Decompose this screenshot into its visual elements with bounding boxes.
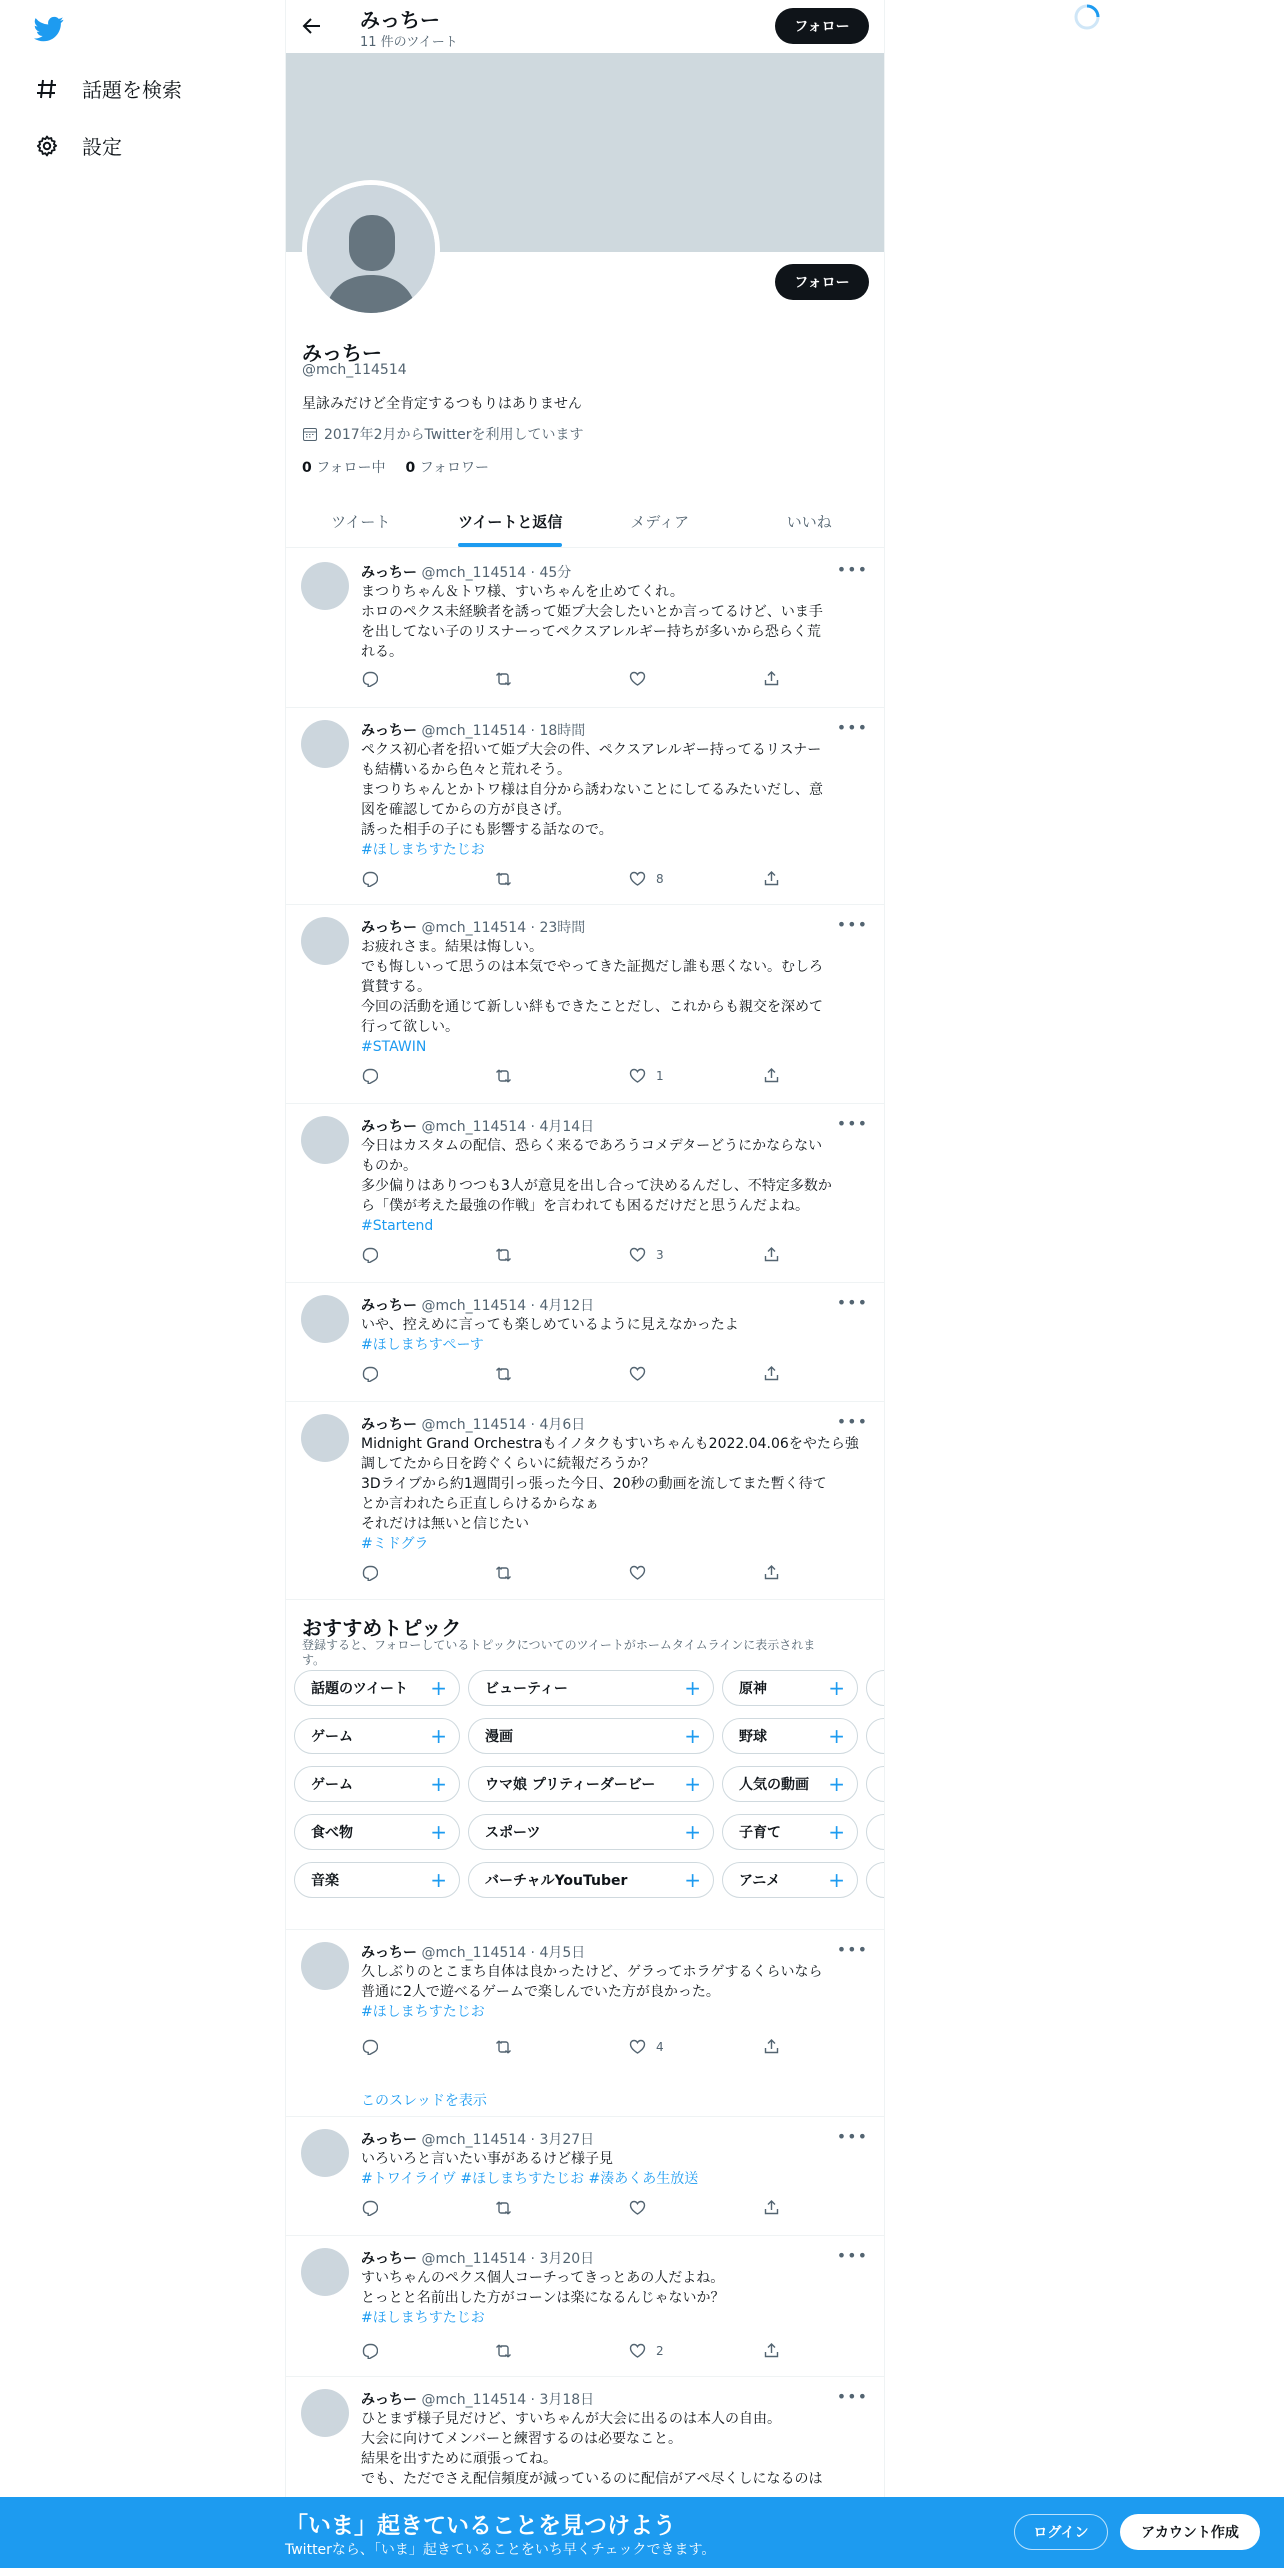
nav-item-explore[interactable] xyxy=(34,74,182,103)
tweet-header xyxy=(361,720,585,740)
like-icon xyxy=(629,2038,646,2055)
topic-label: アニメ xyxy=(739,1873,781,1889)
tweet-header xyxy=(361,562,571,582)
reply-button[interactable] xyxy=(361,1067,378,1084)
topic-label: スポーツ xyxy=(485,1825,541,1841)
default-avatar-icon xyxy=(307,185,435,313)
gear-icon xyxy=(34,133,60,159)
profile-handle: @mch_114514 xyxy=(302,362,407,378)
topic-label: 話題のツイート xyxy=(311,1681,409,1697)
retweet-button[interactable] xyxy=(495,1365,512,1382)
plus-icon: + xyxy=(684,1676,701,1700)
tweet-avatar[interactable] xyxy=(301,1414,349,1462)
tab-tweets-and-replies[interactable]: ツイートと返信 xyxy=(436,495,586,547)
profile-column xyxy=(285,0,885,2568)
tweet-actions xyxy=(361,870,781,890)
topics-subtitle-line: 登録すると、フォローしているトピックについてのツイートがホームタイムラインに表示されま xyxy=(302,1638,816,1652)
topic-label: バーチャルYouTuber xyxy=(485,1873,628,1889)
tweet-text-line: れる。 xyxy=(361,644,403,660)
profile-bio: 星詠みだけど全肯定するつもりはありません xyxy=(302,396,582,412)
tweet-text-line: ら「僕が考えた最強の作戦」を言われても困るだけだと思うんだよね。 xyxy=(361,1198,809,1214)
tweet[interactable] xyxy=(286,708,884,905)
tweet-header xyxy=(361,2389,594,2409)
reply-icon xyxy=(361,870,378,887)
topic-label: 漫画 xyxy=(485,1729,513,1745)
tweet[interactable] xyxy=(286,2236,884,2377)
topic-pill[interactable] xyxy=(722,1766,858,1802)
tweet-avatar[interactable] xyxy=(301,562,349,610)
like-button[interactable] xyxy=(629,870,664,887)
tweet-meta: @mch_114514 · 3月27日 xyxy=(421,2132,595,2148)
topic-pill[interactable] xyxy=(294,1862,460,1898)
tweet-avatar[interactable] xyxy=(301,1116,349,1164)
following-link[interactable] xyxy=(302,457,386,477)
followers-count: 0 xyxy=(405,460,416,476)
hashtag-link[interactable]: #ほしまちすたじお xyxy=(361,2310,485,2326)
tweet[interactable] xyxy=(286,1402,884,1600)
profile-header-bar xyxy=(286,0,884,53)
reply-icon xyxy=(361,2199,378,2216)
tweet-text xyxy=(361,1315,869,1355)
retweet-icon xyxy=(495,670,512,687)
tweet-text xyxy=(361,2149,869,2189)
hashtag-link[interactable]: #ミドグラ xyxy=(361,1536,429,1552)
topic-pill[interactable] xyxy=(722,1718,858,1754)
plus-icon: + xyxy=(430,1868,447,1892)
tweet-text-line: でも悔しいって思うのは本気でやってきた証拠だし誰も悪くない。むしろ xyxy=(361,959,823,975)
more-options-icon[interactable]: ••• xyxy=(836,915,868,934)
tweet-text-line: 図を確認してからの方が良さげ。 xyxy=(361,802,571,818)
tweet-author-name[interactable]: みっちー xyxy=(361,2392,417,2408)
signup-banner-title: 「いま」起きていることを見つけよう xyxy=(285,2513,676,2539)
tweet-text-line: いや、控えめに言っても楽しめているように見えなかったよ xyxy=(361,1317,739,1333)
tweet-actions xyxy=(361,2199,781,2219)
tweet-author-name[interactable]: みっちー xyxy=(361,2132,417,2148)
share-icon xyxy=(763,870,780,887)
retweet-button[interactable] xyxy=(495,2199,512,2216)
retweet-icon xyxy=(495,1365,512,1382)
tweet-meta: @mch_114514 · 45分 xyxy=(421,565,572,581)
share-icon xyxy=(763,2342,780,2359)
profile-tabs xyxy=(286,495,884,548)
topic-label: 原神 xyxy=(739,1681,767,1697)
tweet-text-line: 賞賛する。 xyxy=(361,979,431,995)
show-thread-link[interactable]: このスレッドを表示 xyxy=(361,2093,487,2109)
more-options-icon[interactable]: ••• xyxy=(836,1412,868,1431)
profile-follow-button[interactable]: フォロー xyxy=(775,264,869,300)
like-count: 3 xyxy=(656,1247,664,1262)
tab-media[interactable]: メディア xyxy=(630,512,690,531)
tweet-meta: @mch_114514 · 4月5日 xyxy=(421,1945,586,1961)
tweet[interactable] xyxy=(286,1283,884,1402)
tweet-avatar[interactable] xyxy=(301,1295,349,1343)
retweet-button[interactable] xyxy=(495,1564,512,1581)
topic-pill[interactable] xyxy=(468,1718,714,1754)
share-button[interactable] xyxy=(763,870,780,887)
tweet-text-line: 今日はカスタムの配信、恐らく来るであろうコメデターどうにかならない xyxy=(361,1138,823,1154)
tweet-text-line: ペクス初心者を招いて姫プ大会の件、ペクスアレルギー持ってるリスナー xyxy=(361,742,822,758)
share-button[interactable] xyxy=(763,2342,780,2359)
tweet-header xyxy=(361,2248,594,2268)
topic-label: ビューティー xyxy=(485,1681,568,1697)
loading-spinner-icon xyxy=(1072,2,1102,32)
tweet-text-line: Midnight Grand Orchestraもイノタクもすいちゃんも2022.04.06をやたら強 xyxy=(361,1436,859,1452)
tweet[interactable] xyxy=(286,1930,884,2117)
joined-text: 2017年2月からTwitterを利用しています xyxy=(324,427,584,443)
topic-label: ウマ娘 プリティーダービー xyxy=(485,1777,656,1793)
like-button[interactable] xyxy=(629,1564,656,1581)
share-button[interactable] xyxy=(763,2199,780,2216)
like-button[interactable] xyxy=(629,670,656,687)
following-label: フォロー中 xyxy=(316,460,386,476)
tweet-actions xyxy=(361,1365,781,1385)
share-icon xyxy=(763,2199,780,2216)
like-icon xyxy=(629,670,646,687)
like-icon xyxy=(629,2342,646,2359)
reply-icon xyxy=(361,1067,378,1084)
tweet-text-line: でも、ただでさえ配信頻度が減っているのに配信がアペ尽くしになるのは xyxy=(361,2471,823,2487)
nav-item-label: 設定 xyxy=(82,135,122,159)
retweet-icon xyxy=(495,1067,512,1084)
plus-icon: + xyxy=(828,1868,845,1892)
followers-link[interactable] xyxy=(406,457,490,477)
plus-icon: + xyxy=(828,1820,845,1844)
plus-icon: + xyxy=(828,1724,845,1748)
share-button[interactable] xyxy=(763,1365,780,1382)
tweet-text-line: 今回の活動を通じて新しい絆もできたことだし、これからも親交を深めて xyxy=(361,999,823,1015)
topic-pill[interactable] xyxy=(468,1814,714,1850)
follow-stats xyxy=(302,457,489,477)
tweet-text xyxy=(361,582,869,662)
tweet-author-name[interactable]: みっちー xyxy=(361,723,417,739)
topic-pill[interactable] xyxy=(294,1766,460,1802)
topic-pill[interactable] xyxy=(722,1670,858,1706)
tweet-header xyxy=(361,2129,594,2149)
tweet-text-line: 調してたから日を跨ぐくらいに続報だろうか？ xyxy=(361,1456,655,1472)
topics-subtitle xyxy=(302,1638,862,1668)
topic-label: 食べ物 xyxy=(311,1825,353,1841)
recommended-topics xyxy=(286,1600,884,1930)
plus-icon: + xyxy=(684,1868,701,1892)
plus-icon: + xyxy=(684,1724,701,1748)
reply-icon xyxy=(361,2342,378,2359)
more-options-icon[interactable]: ••• xyxy=(836,1940,868,1959)
plus-icon: + xyxy=(684,1772,701,1796)
tweet-actions xyxy=(361,2038,781,2058)
tweet-text xyxy=(361,2409,869,2489)
hashtag-link[interactable]: #トワイライヴ #ほしまちすたじお #湊あくあ生放送 xyxy=(361,2171,699,2187)
tweet-avatar[interactable] xyxy=(301,720,349,768)
reply-button[interactable] xyxy=(361,670,378,687)
retweet-button[interactable] xyxy=(495,870,512,887)
tweet-text-line: まつりちゃん＆トワ様、すいちゃんを止めてくれ。 xyxy=(361,584,684,600)
tweet-avatar[interactable] xyxy=(301,2248,349,2296)
tweet-text-line: 普通に2人で遊べるゲームで楽しんでいた方が良かった。 xyxy=(361,1984,720,2000)
retweet-button[interactable] xyxy=(495,1067,512,1084)
topic-label: ゲーム xyxy=(311,1729,353,1745)
tweet-author-name[interactable]: みっちー xyxy=(361,1945,417,1961)
tweet-author-name[interactable]: みっちー xyxy=(361,920,417,936)
plus-icon: + xyxy=(430,1772,447,1796)
retweet-button[interactable] xyxy=(495,2038,512,2055)
like-count: 4 xyxy=(656,2039,664,2054)
tweet-text xyxy=(361,740,869,860)
tweet-text-line: いろいろと言いたい事があるけど様子見 xyxy=(361,2151,613,2167)
topic-pill[interactable] xyxy=(722,1862,858,1898)
tweet-author-name[interactable]: みっちー xyxy=(361,2251,417,2267)
share-icon xyxy=(763,2038,780,2055)
retweet-icon xyxy=(495,1246,512,1263)
more-options-icon[interactable]: ••• xyxy=(836,560,868,579)
tweet-avatar[interactable] xyxy=(301,2389,349,2437)
profile-name: みっちー xyxy=(302,341,382,365)
header-tweet-count: 11 件のツイート xyxy=(360,35,458,50)
tweet[interactable] xyxy=(286,1104,884,1283)
topic-pill-overflow[interactable] xyxy=(866,1670,884,1706)
tweet[interactable] xyxy=(286,550,884,708)
plus-icon: + xyxy=(430,1676,447,1700)
tweet-text xyxy=(361,1434,869,1554)
like-button[interactable] xyxy=(629,2038,664,2055)
topic-pill[interactable] xyxy=(294,1718,460,1754)
topic-pill-overflow[interactable] xyxy=(866,1814,884,1850)
reply-button[interactable] xyxy=(361,2038,378,2055)
plus-icon: + xyxy=(684,1820,701,1844)
like-button[interactable] xyxy=(629,1067,664,1084)
topics-title: おすすめトピック xyxy=(302,1616,462,1640)
retweet-icon xyxy=(495,870,512,887)
plus-icon: + xyxy=(828,1676,845,1700)
like-icon xyxy=(629,1067,646,1084)
tweet-text-line: ものか。 xyxy=(361,1158,417,1174)
reply-button[interactable] xyxy=(361,870,378,887)
tweet-header xyxy=(361,1414,585,1434)
share-icon xyxy=(763,1067,780,1084)
following-count: 0 xyxy=(302,460,312,476)
reply-icon xyxy=(361,1564,378,1581)
topic-label: 野球 xyxy=(739,1729,767,1745)
like-icon xyxy=(629,1564,646,1581)
tweet-header xyxy=(361,917,585,937)
topic-pill[interactable] xyxy=(468,1670,714,1706)
hashtag-link[interactable]: #ほしまちすたじお xyxy=(361,2004,485,2020)
reply-icon xyxy=(361,1365,378,1382)
tweet-text-line: 3Dライブから約1週間引っ張った今日、20秒の動画を流してまた暫く待て xyxy=(361,1476,827,1492)
share-button[interactable] xyxy=(763,1564,780,1581)
topic-label: 人気の動画 xyxy=(739,1777,809,1793)
twitter-logo-icon[interactable] xyxy=(33,14,65,44)
share-button[interactable] xyxy=(763,1067,780,1084)
login-button[interactable]: ログイン xyxy=(1014,2514,1108,2550)
reply-button[interactable] xyxy=(361,1365,378,1382)
topic-pill[interactable] xyxy=(294,1814,460,1850)
tweet-actions xyxy=(361,1067,781,1087)
profile-joined xyxy=(302,424,583,444)
reply-button[interactable] xyxy=(361,2199,378,2216)
reply-icon xyxy=(361,1246,378,1263)
share-icon xyxy=(763,1365,780,1382)
back-arrow-icon[interactable] xyxy=(300,14,324,38)
topic-pill-overflow[interactable] xyxy=(866,1718,884,1754)
tweet-meta: @mch_114514 · 4月14日 xyxy=(421,1119,595,1135)
share-button[interactable] xyxy=(763,2038,780,2055)
topic-pill-overflow[interactable] xyxy=(866,1862,884,1898)
reply-button[interactable] xyxy=(361,1564,378,1581)
topic-pill[interactable] xyxy=(468,1862,714,1898)
retweet-button[interactable] xyxy=(495,670,512,687)
calendar-icon xyxy=(302,426,318,442)
tweet-header xyxy=(361,1295,594,1315)
tweet-meta: @mch_114514 · 4月12日 xyxy=(421,1298,595,1314)
tweet-text-line: お疲れさま。結果は悔しい。 xyxy=(361,939,543,955)
hashtag-icon xyxy=(34,76,60,102)
more-options-icon[interactable]: ••• xyxy=(836,2246,868,2265)
tweet-text-line: 結果を出すために頑張ってね。 xyxy=(361,2451,557,2467)
tweet-actions xyxy=(361,1246,781,1266)
tweet-actions xyxy=(361,1564,781,1584)
more-options-icon[interactable]: ••• xyxy=(836,718,868,737)
retweet-icon xyxy=(495,2199,512,2216)
hashtag-link[interactable]: #STAWIN xyxy=(361,1039,427,1055)
topic-label: ゲーム xyxy=(311,1777,353,1793)
tweet-text-line: すいちゃんのペクス個人コーチってきっとあの人だよね。 xyxy=(361,2270,725,2286)
topic-pill[interactable] xyxy=(722,1814,858,1850)
more-options-icon[interactable]: ••• xyxy=(836,1293,868,1312)
plus-icon: + xyxy=(430,1724,447,1748)
tweet-actions xyxy=(361,2342,781,2362)
topics-subtitle-line: す。 xyxy=(302,1653,326,1667)
topic-label: 子育て xyxy=(739,1825,781,1841)
tweet-text-line: とか言われたら正直しらけるからなぁ xyxy=(361,1496,599,1512)
tweet-actions xyxy=(361,670,781,690)
tweet-header xyxy=(361,1116,594,1136)
tweet-text xyxy=(361,937,869,1057)
share-button[interactable] xyxy=(763,1246,780,1263)
retweet-icon xyxy=(495,2038,512,2055)
like-icon xyxy=(629,1365,646,1382)
nav-item-settings[interactable] xyxy=(34,131,122,160)
reply-button[interactable] xyxy=(361,1246,378,1263)
tweet-text-line: それだけは無いと信じたい xyxy=(361,1516,529,1532)
reply-button[interactable] xyxy=(361,2342,378,2359)
share-icon xyxy=(763,670,780,687)
tweet-text xyxy=(361,1962,869,2022)
signup-banner-subtitle: Twitterなら、「いま」起きていることをいち早くチェックできます。 xyxy=(285,2542,716,2558)
like-icon xyxy=(629,1246,646,1263)
topic-pill[interactable] xyxy=(294,1670,460,1706)
topic-pill-overflow[interactable] xyxy=(866,1766,884,1802)
tweet-author-name[interactable]: みっちー xyxy=(361,1298,417,1314)
share-icon xyxy=(763,1564,780,1581)
tweet-avatar[interactable] xyxy=(301,1942,349,1990)
header-name: みっちー xyxy=(360,8,440,32)
profile-avatar[interactable] xyxy=(302,180,440,318)
like-icon xyxy=(629,870,646,887)
tweet-text-line: ホロのペクス未経験者を誘って姫プ大会したいとか言ってるけど、いま手 xyxy=(361,604,823,620)
retweet-icon xyxy=(495,1564,512,1581)
like-count: 8 xyxy=(656,871,664,886)
more-options-icon[interactable]: ••• xyxy=(836,2387,868,2406)
like-button[interactable] xyxy=(629,2342,664,2359)
tweet-text-line: ひとまず様子見だけど、すいちゃんが大会に出るのは本人の自由。 xyxy=(361,2411,781,2427)
plus-icon: + xyxy=(430,1820,447,1844)
tweet-text-line: 行って欲しい。 xyxy=(361,1019,459,1035)
tweet-avatar[interactable] xyxy=(301,917,349,965)
reply-icon xyxy=(361,2038,378,2055)
tweet-meta: @mch_114514 · 18時間 xyxy=(421,723,586,739)
share-button[interactable] xyxy=(763,670,780,687)
tweet[interactable] xyxy=(286,2117,884,2236)
tweet-meta: @mch_114514 · 4月6日 xyxy=(421,1417,586,1433)
tweet-text xyxy=(361,2268,869,2328)
tweet-text xyxy=(361,1136,869,1236)
like-count: 2 xyxy=(656,2343,664,2358)
tweet-author-name[interactable]: みっちー xyxy=(361,1417,417,1433)
tweet-meta: @mch_114514 · 3月18日 xyxy=(421,2392,595,2408)
tweet-text-line: まつりちゃんとかトワ様は自分から誘わないことにしてるみたいだし、意 xyxy=(361,782,823,798)
share-icon xyxy=(763,1246,780,1263)
hashtag-link[interactable]: #ほしまちすたじお xyxy=(361,842,485,858)
like-count: 1 xyxy=(656,1068,664,1083)
topic-pill[interactable] xyxy=(468,1766,714,1802)
followers-label: フォロワー xyxy=(419,460,490,476)
header-follow-button[interactable]: フォロー xyxy=(775,8,869,44)
tweet-text-line: 大会に向けてメンバーと練習するのは必要なこと。 xyxy=(361,2431,683,2447)
retweet-icon xyxy=(495,2342,512,2359)
like-button[interactable] xyxy=(629,1365,656,1382)
reply-icon xyxy=(361,670,378,687)
tweet-text-line: を出してない子のリスナーってペクスアレルギー持ちが多いから恐らく荒 xyxy=(361,624,821,640)
tweet-avatar[interactable] xyxy=(301,2129,349,2177)
tweet-text-line: 久しぶりのとこまち自体は良かったけど、ゲラってホラゲするくらいなら xyxy=(361,1964,823,1980)
tweet-text-line: とっとと名前出した方がコーンは楽になるんじゃないか？ xyxy=(361,2290,725,2306)
like-button[interactable] xyxy=(629,1246,664,1263)
topic-label: 音楽 xyxy=(311,1873,339,1889)
tweet-author-name[interactable]: みっちー xyxy=(361,565,417,581)
tweet-text-line: も結構いるから色々と荒れそう。 xyxy=(361,762,571,778)
hashtag-link[interactable]: #Startend xyxy=(361,1218,434,1234)
retweet-button[interactable] xyxy=(495,1246,512,1263)
tab-tweets[interactable]: ツイート xyxy=(331,512,391,531)
signup-button[interactable]: アカウント作成 xyxy=(1120,2514,1260,2550)
like-button[interactable] xyxy=(629,2199,656,2216)
hashtag-link[interactable]: #ほしまちすぺーす xyxy=(361,1337,484,1353)
retweet-button[interactable] xyxy=(495,2342,512,2359)
tweet[interactable] xyxy=(286,905,884,1104)
more-options-icon[interactable]: ••• xyxy=(836,1114,868,1133)
plus-icon: + xyxy=(828,1772,845,1796)
tweet-meta: @mch_114514 · 3月20日 xyxy=(421,2251,595,2267)
tweet-author-name[interactable]: みっちー xyxy=(361,1119,417,1135)
tweet-text-line: 誘った相手の子にも影響する話なので。 xyxy=(361,822,613,838)
more-options-icon[interactable]: ••• xyxy=(836,2127,868,2146)
like-icon xyxy=(629,2199,646,2216)
signup-banner xyxy=(0,2497,1284,2568)
tab-likes[interactable]: いいね xyxy=(786,512,832,531)
nav-item-label: 話題を検索 xyxy=(82,78,182,102)
tweet-header xyxy=(361,1942,585,1962)
tweet-meta: @mch_114514 · 23時間 xyxy=(421,920,586,936)
tweet-text-line: 多少偏りはありつつも3人が意見を出し合って決めるんだし、不特定多数か xyxy=(361,1178,832,1194)
